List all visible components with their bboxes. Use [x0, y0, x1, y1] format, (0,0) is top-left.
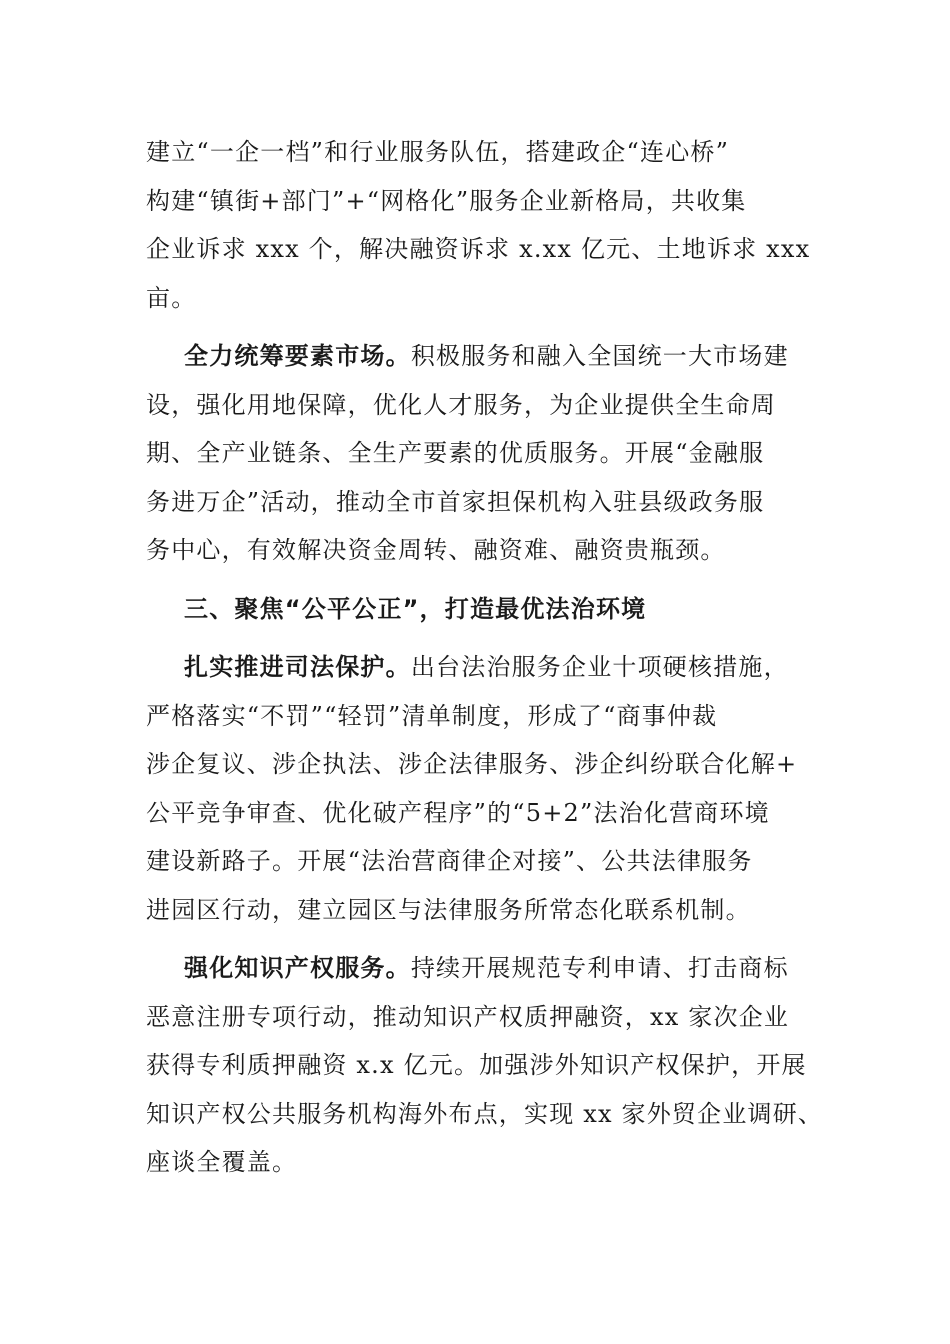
paragraph-4-line-1: [146, 944, 810, 993]
paragraph-2-line-3: 期、全产业链条、全生产要素的优质服务。开展“金融服: [146, 439, 765, 467]
paragraph-4: [146, 944, 824, 1187]
paragraph-1: [146, 128, 810, 322]
paragraph-3-first-line-rest: 出台法治服务企业十项硬核措施，: [410, 653, 789, 681]
paragraph-1-line-4: 亩。: [146, 283, 197, 312]
paragraph-2-line-5: 务中心，有效解决资金周转、融资难、融资贵瓶颈。: [146, 536, 726, 564]
paragraph-2: [146, 332, 810, 575]
document-body: [146, 128, 824, 1187]
paragraph-4-lead: 强化知识产权服务。: [184, 954, 411, 982]
paragraph-1-line-2: 构建“镇街+部门”+“网格化”服务企业新格局，共收集: [146, 186, 747, 215]
paragraph-1-line-1: 建立“一企一档”和行业服务队伍，搭建政企“连心桥”: [146, 138, 730, 166]
paragraph-2-line-1: [146, 332, 810, 381]
paragraph-4-first-line-rest: 持续开展规范专利申请、打击商标: [410, 954, 789, 982]
paragraph-4-line-4: 知识产权公共服务机构海外布点，实现 xx 家外贸企业调研、: [146, 1099, 824, 1128]
paragraph-3-line-5: 建设新路子。开展“法治营商律企对接”、公共法律服务: [146, 847, 753, 875]
paragraph-4-line-5: 座谈全覆盖。: [146, 1148, 298, 1176]
paragraph-3-line-3: 涉企复议、涉企执法、涉企法律服务、涉企纠纷联合化解+: [146, 750, 798, 778]
paragraph-2-first-line-rest: 积极服务和融入全国统一大市场建: [410, 342, 789, 370]
paragraph-3-line-1: [146, 643, 810, 692]
paragraph-3-lead: 扎实推进司法保护。: [184, 653, 411, 681]
paragraph-4-line-3: 获得专利质押融资 x.x 亿元。加强涉外知识产权保护，开展: [146, 1051, 807, 1079]
paragraph-2-line-2: 设，强化用地保障，优化人才服务，为企业提供全生命周: [146, 390, 776, 419]
paragraph-1-line-3: 企业诉求 xxx 个，解决融资诉求 x.xx 亿元、土地诉求 xxx: [146, 235, 811, 263]
paragraph-2-line-4: 务进万企”活动，推动全市首家担保机构入驻县级政务服: [146, 487, 765, 516]
paragraph-2-lead: 全力统筹要素市场。: [184, 342, 411, 370]
section-heading: 三、聚焦“公平公正”，打造最优法治环境: [184, 594, 647, 623]
paragraph-3-line-4: 公平竞争审查、优化破产程序”的“5+2”法治化营商环境: [146, 798, 770, 827]
paragraph-3: [146, 643, 810, 934]
paragraph-4-line-2: 恶意注册专项行动，推动知识产权质押融资，xx 家次企业: [146, 1002, 790, 1031]
paragraph-3-line-2: 严格落实“不罚”“轻罚”清单制度，形成了“商事仲裁: [146, 701, 718, 730]
paragraph-3-line-6: 进园区行动，建立园区与法律服务所常态化联系机制。: [146, 895, 751, 924]
